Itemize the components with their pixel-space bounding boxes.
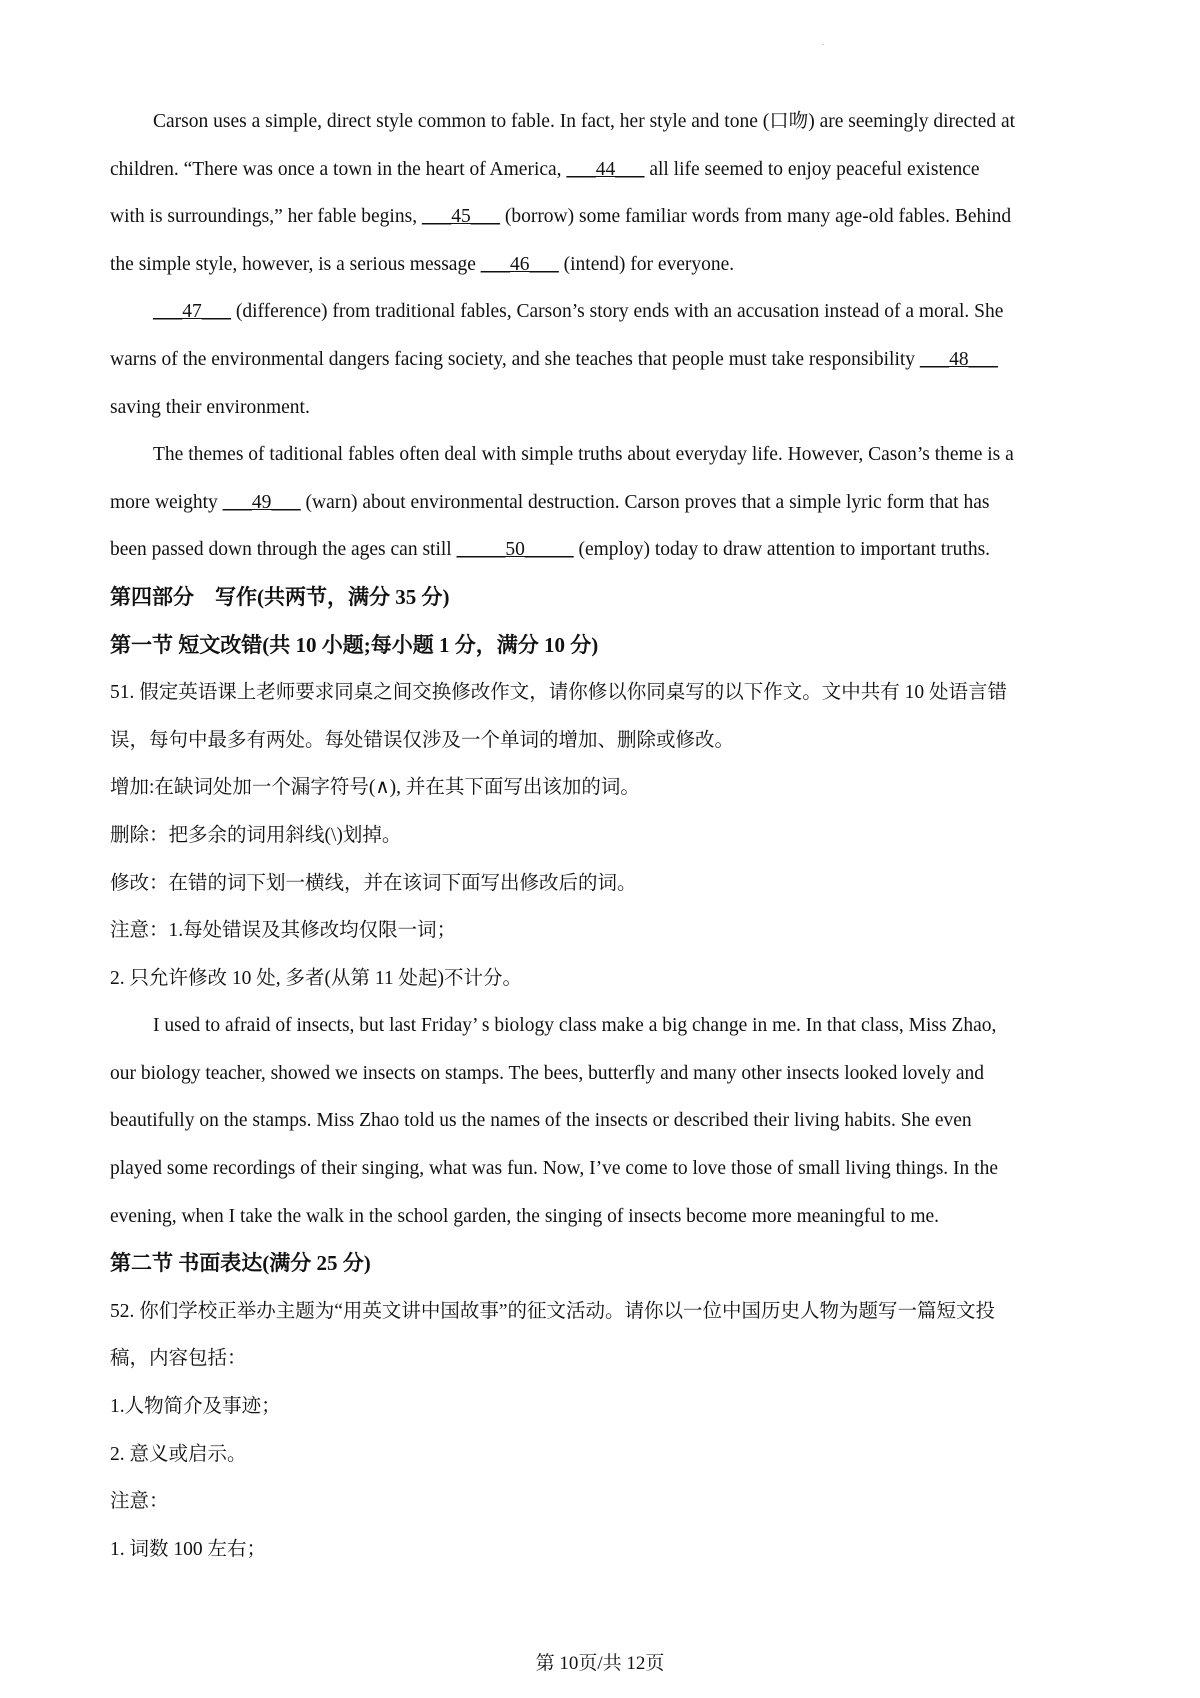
passage-line [110, 98, 1095, 146]
content-item-1: 1.人物简介及事迹； [110, 1396, 281, 1418]
passage-text: children. “There was once a town in the heart of America, [110, 158, 567, 180]
passage-line [110, 526, 1095, 574]
note-2: 2. 只允许修改 10 处, 多者(从第 11 处起)不计分。 [110, 967, 523, 989]
passage-text: the simple style, however, is a serious message [110, 253, 481, 275]
blank-44: ___44___ [566, 158, 645, 180]
passage-text: Carson uses a simple, direct style common to fable. In fact, her style and tone (口吻) are seemingly directed at [153, 111, 1016, 132]
q51-instruction: 51. 假定英语课上老师要求同桌之间交换修改作文，请你修以你同桌写的以下作文。文中共有 10 处语言错 [110, 682, 1008, 704]
passage-text: with is surroundings,” her fable begins, [110, 206, 422, 228]
essay-line: I used to afraid of insects, but last Friday’ s biology class make a big change in me. In that class, Miss Zhao, [153, 1015, 997, 1037]
top-mark: . [822, 38, 824, 47]
essay-line: beautifully on the stamps. Miss Zhao told us the names of the insects or described their living habits. She even [110, 1110, 972, 1132]
section1-heading: 第一节 短文改错(共 10 小题;每小题 1 分，满分 10 分) [110, 632, 599, 657]
note-word-count: 1. 词数 100 左右； [110, 1538, 267, 1560]
page-content [110, 98, 1095, 1573]
essay-line: our biology teacher, showed we insects on stamps. The bees, butterfly and many other insects looked lovely and [110, 1062, 984, 1084]
passage-text: saving their environment. [110, 396, 310, 418]
q52-instruction: 稿，内容包括： [110, 1348, 247, 1370]
blank-49: ___49___ [222, 491, 301, 513]
passage-line [110, 479, 1095, 527]
passage-text: (intend) for everyone. [558, 253, 735, 275]
essay-line: played some recordings of their singing, what was fun. Now, I’ve come to love those of small living things. In the [110, 1158, 998, 1180]
part4-heading: 第四部分 写作(共两节，满分 35 分) [110, 584, 450, 609]
blank-45: ___45___ [421, 206, 500, 228]
blank-50: _____50_____ [456, 539, 574, 561]
passage-text: more weighty [110, 491, 223, 513]
passage-text: (difference) from traditional fables, Carson’s story ends with an accusation instead of a moral. She [231, 301, 1004, 323]
passage-text: (warn) about environmental destruction. Carson proves that a simple lyric form that has [300, 491, 990, 513]
passage-line [110, 336, 1095, 384]
passage-line [110, 384, 1095, 432]
passage-line [110, 288, 1095, 336]
passage-text: warns of the environmental dangers facing society, and she teaches that people must take responsibility [110, 348, 920, 370]
rule-delete: 删除：把多余的词用斜线(\)划掉。 [110, 824, 402, 846]
rule-add: 增加:在缺词处加一个漏字符号(∧), 并在其下面写出该加的词。 [110, 777, 640, 799]
section2-heading: 第二节 书面表达(满分 25 分) [110, 1251, 371, 1276]
passage-line [110, 431, 1095, 479]
rule-modify: 修改：在错的词下划一横线，并在该词下面写出修改后的词。 [110, 872, 637, 894]
passage-line [110, 241, 1095, 289]
passage-text: The themes of taditional fables often deal with simple truths about everyday life. However, Cason’s theme is a [153, 444, 1014, 466]
blank-47: ___47___ [153, 301, 231, 323]
q52-instruction: 52. 你们学校正举办主题为“用英文讲中国故事”的征文活动。请你以一位中国历史人物为题写一篇短文投 [110, 1300, 996, 1322]
content-item-2: 2. 意义或启示。 [110, 1443, 247, 1465]
note-1: 注意：1.每处错误及其修改均仅限一词； [110, 920, 457, 942]
passage-line [110, 193, 1095, 241]
passage-text: (borrow) some familiar words from many age-old fables. Behind [499, 206, 1012, 228]
passage-text: (employ) today to draw attention to important truths. [573, 539, 991, 561]
passage-text: all life seemed to enjoy peaceful existence [644, 158, 980, 180]
note-label: 注意： [110, 1491, 169, 1513]
blank-48: ___48___ [919, 348, 998, 370]
essay-line: evening, when I take the walk in the school garden, the singing of insects become more meaningful to me. [110, 1205, 940, 1227]
passage-text: been passed down through the ages can still [110, 539, 457, 561]
passage-line [110, 146, 1095, 194]
blank-46: ___46___ [480, 253, 559, 275]
q51-instruction: 误，每句中最多有两处。每处错误仅涉及一个单词的增加、删除或修改。 [110, 729, 735, 751]
page-footer: 第 10页/共 12页 [535, 1653, 665, 1674]
